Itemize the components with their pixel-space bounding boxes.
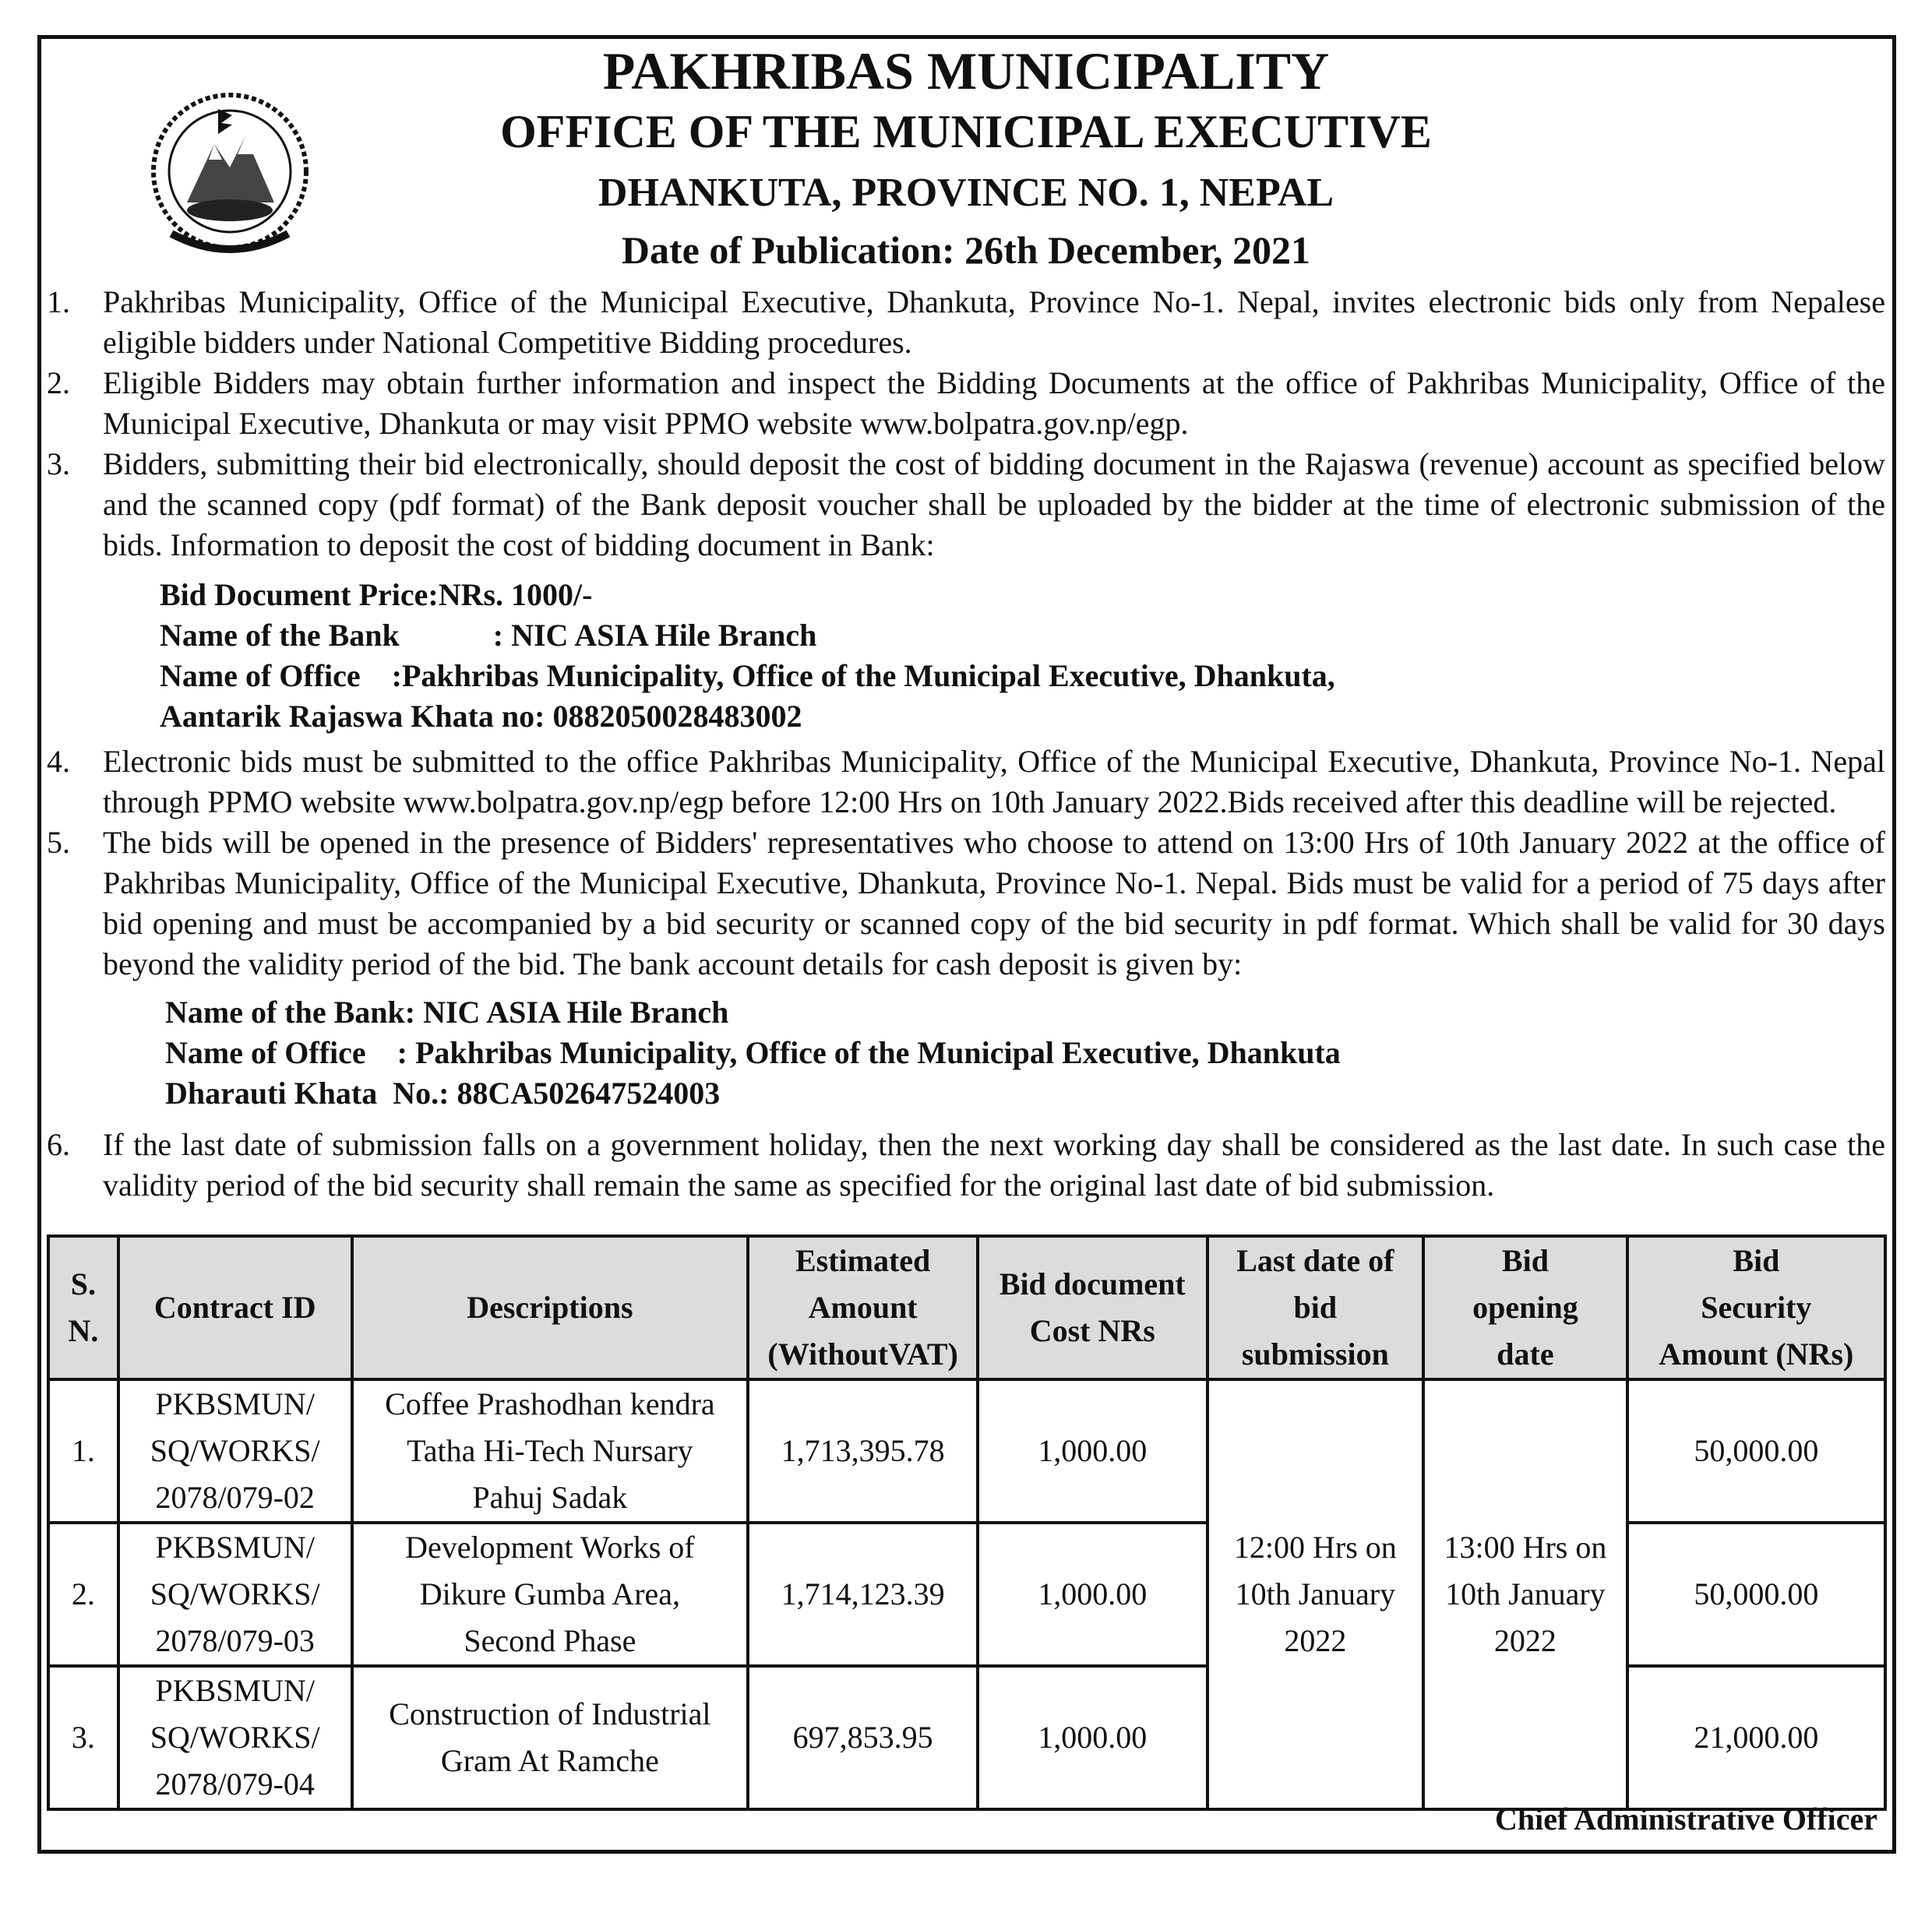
- list-item: 6. If the last date of submission falls on a government holiday, then the next working day shall be considered as the last date. In such case the validity period of the bid security shall remain the same as specified for the original last date of bid submission.: [47, 1127, 1885, 1203]
- list-item: 4. Electronic bids must be submitted to the office Pakhribas Municipality, Office of the Municipal Executive, Dhankuta, Province No-1. Nepal through PPMO website www.bolpatra.gov.np/egp before 12:00 Hrs on 10th January 2022.Bids received after this deadline will be rejected.: [47, 744, 1885, 819]
- header-last-date: Last date of bid submission: [1208, 1236, 1424, 1379]
- header-opening-date: Bid opening date: [1423, 1236, 1627, 1379]
- header-bid-document-cost: Bid document Cost NRs: [978, 1236, 1207, 1379]
- address-title: DHANKUTA, PROVINCE NO. 1, NEPAL: [598, 171, 1334, 215]
- deposit-details: Bid Document Price:NRs. 1000/- Name of the Bank : NIC ASIA Hile Branch Name of Office :Pakhribas Municipality, Office of the Municipal Executive, Dhankuta, Aantarik Rajaswa Khata no: 0882050028483002: [160, 577, 1335, 734]
- municipality-title: PAKHRIBAS MUNICIPALITY: [602, 41, 1330, 100]
- table-row: 2. PKBSMUN/ SQ/WORKS/ 2078/079-03 Development Works of Dikure Gumba Area, Second Phase 1,714,123.39 1,000.00 50,000.00: [48, 1523, 1885, 1666]
- table-row: 1. PKBSMUN/ SQ/WORKS/ 2078/079-02 Coffee Prashodhan kendra Tatha Hi-Tech Nursary Pahuj Sadak 1,713,395.78 1,000.00 12:00 Hrs on 10th January 2022 13:00 Hrs on 10th January 2022 50,000.00: [48, 1379, 1885, 1523]
- header-contract-id: Contract ID: [118, 1236, 352, 1379]
- bids-table: [47, 1234, 1887, 1811]
- list-item: 1. Pakhribas Municipality, Office of the Municipal Executive, Dhankuta, Province No-1. Nepal, invites electronic bids only from Nepalese eligible bidders under National Competitive Bidding procedures.: [47, 284, 1885, 360]
- publication-date: Date of Publication: 26th December, 2021: [621, 228, 1311, 272]
- opening-date-cell: 13:00 Hrs on 10th January 2022: [1423, 1379, 1627, 1809]
- signature-title: Chief Administrative Officer: [1495, 1802, 1877, 1837]
- last-date-cell: 12:00 Hrs on 10th January 2022: [1208, 1379, 1424, 1809]
- header-estimated-amount: Estimated Amount (WithoutVAT): [748, 1236, 978, 1379]
- header-sn: S. N.: [48, 1236, 118, 1379]
- list-item: 5. The bids will be opened in the presence of Bidders' representatives who choose to attend on 13:00 Hrs of 10th January 2022 at the office of Pakhribas Municipality, Office of the Municipal Executive, Dhankuta, Province No-1. Nepal. Bids must be valid for a period of 75 days after bid opening and must be accompanied by a bid security or scanned copy of the bid security in pdf format. Which shall be valid for 30 days beyond the validity period of the bid. The bank account details for cash deposit is given by:: [47, 825, 1885, 981]
- list-item: 3. Bidders, submitting their bid electronically, should deposit the cost of bidding document in the Rajaswa (revenue) account as specified below and the scanned copy (pdf format) of the Bank deposit voucher shall be uploaded by the bidder at the time of electronic submission of the bids. Information to deposit the cost of bidding document in Bank:: [47, 446, 1885, 562]
- header-bid-security: Bid Security Amount (NRs): [1627, 1236, 1885, 1379]
- notice-items: [47, 282, 1885, 1206]
- list-item: 2. Eligible Bidders may obtain further information and inspect the Bidding Documents at the office of Pakhribas Municipality, Office of the Municipal Executive, Dhankuta or may visit PPMO website www.bolpatra.gov.np/egp.: [47, 365, 1885, 441]
- office-title: OFFICE OF THE MUNICIPAL EXECUTIVE: [500, 106, 1432, 157]
- security-deposit-details: Name of the Bank: NIC ASIA Hile Branch Name of Office : Pakhribas Municipality, Office of the Municipal Executive, Dhankuta Dharauti Khata No.: 88CA502647524003: [165, 995, 1341, 1111]
- table-row: 3. PKBSMUN/ SQ/WORKS/ 2078/079-04 Construction of Industrial Gram At Ramche 697,853.95 1,000.00 21,000.00: [48, 1666, 1885, 1809]
- header-descriptions: Descriptions: [352, 1236, 749, 1379]
